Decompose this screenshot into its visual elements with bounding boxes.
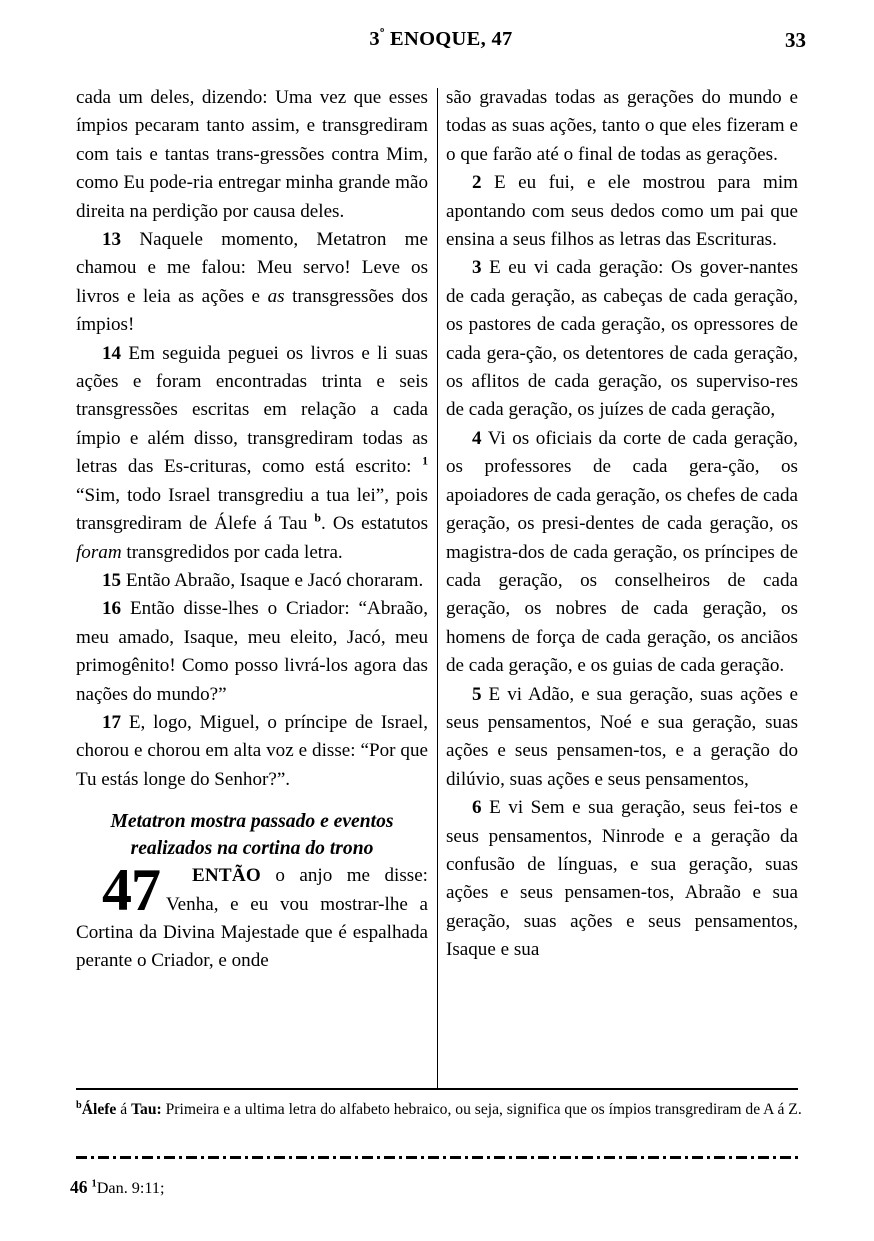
chapter-number-dropcap: 47	[102, 862, 160, 924]
footnote-marker-b[interactable]: b	[314, 510, 321, 525]
verse-number: 6	[472, 797, 482, 819]
verse-14	[76, 340, 428, 567]
verse-text-italic: as	[267, 285, 285, 307]
verse-15	[76, 567, 428, 595]
verse-text: E eu fui, e ele mostrou para mim apontando com seus dedos como um pai que ensina a seus filhos as letras das Escrituras.	[446, 172, 798, 251]
reference-text: Dan. 9:11;	[96, 1179, 165, 1197]
page-title-ordinal: º	[379, 25, 385, 41]
footnote-separator-rule	[76, 1088, 798, 1090]
page-title-book: ENOQUE, 47	[384, 28, 513, 50]
verse-number: 5	[472, 683, 482, 705]
verse-number: 13	[102, 229, 122, 251]
paragraph-text: cada um deles, dizendo: Uma vez que esses ímpios pecaram tanto assim, e transgrediram com tais e tantas trans-gressões contra Mim, como Eu pode-ria entregar minha grande mão direita na perdição por causa deles.	[76, 87, 428, 222]
verse-text: Vi os oficiais da corte de cada geração, os professores de cada gera-ção, os apoiadores de cada geração, os chefes de cada geração, os presi-dentes de cada geração, os magistra-dos de cada geração, os príncipes de cada geração, os conselheiros de cada geração, os nobres de cada geração, os homens de força de cada geração, os anciãos de cada geração, e os guias de cada geração.	[446, 427, 798, 677]
verse-2	[446, 169, 798, 254]
column-divider	[437, 88, 438, 1088]
paragraph-continued	[76, 84, 428, 226]
footnote-text: Primeira e a ultima letra do alfabeto hebraico, ou seja, significa que os ímpios transgrediram de A á Z.	[161, 1101, 802, 1118]
verse-5	[446, 681, 798, 795]
running-header	[76, 25, 806, 56]
verse-3	[446, 254, 798, 424]
page-title-number: 3	[369, 28, 380, 50]
chapter-opening-smallcaps: ENTÃO	[192, 865, 261, 887]
verse-6	[446, 794, 798, 964]
section-heading-line-1: Metatron mostra passado e eventos	[110, 811, 394, 833]
section-heading	[76, 808, 428, 862]
page-number: 33	[785, 28, 806, 52]
verse-number: 3	[472, 257, 482, 279]
verse-number: 4	[472, 427, 482, 449]
footnote-marker-1[interactable]: 1	[422, 453, 428, 468]
verse-13	[76, 226, 428, 340]
verse-text-seg4: transgredidos por cada letra.	[121, 541, 343, 563]
footnote-term-1: Álefe	[81, 1101, 117, 1118]
verse-text: E eu vi cada geração: Os gover-nantes de cada geração, as cabeças de cada geração, os pastores de cada geração, os opressores de cada gera-ção, os detentores de cada geração, os aflitos de cada geração, os superviso-res de cada geração, os juízes de cada geração,	[446, 257, 798, 421]
verse-text-seg3: . Os estatutos	[321, 513, 428, 535]
paragraph-text: são gravadas todas as gerações do mundo e todas as suas ações, tanto o que eles fizeram e o que farão até o final de todas as gerações.	[446, 87, 798, 165]
reference-page-number: 46	[70, 1177, 88, 1197]
verse-text: Então disse-lhes o Criador: “Abraão, meu amado, Isaque, meu eleito, Jacó, meu primogênito! Como posso livrá-los agora das nações do mundo?”	[76, 598, 428, 705]
verse-text-italic: foram	[76, 541, 122, 563]
footnote-block	[76, 1098, 802, 1121]
verse-number: 15	[102, 569, 122, 591]
verse-number: 16	[102, 598, 122, 620]
body-columns	[76, 84, 798, 1080]
verse-text: E vi Adão, e sua geração, suas ações e seus pensamentos, Noé e sua geração, suas ações e seus pensamen-tos, e a geração do dilúvio, suas ações e seus pensamentos,	[446, 683, 798, 790]
cross-reference-block	[70, 1176, 796, 1199]
verse-text: E vi Sem e sua geração, seus fei-tos e seus pensamentos, Ninrode e a geração da confusão de línguas, e sua geração, suas ações e seus pensamen-tos, Abraão e sua geração, suas ações e seus pensamentos, Isaque e sua	[446, 797, 798, 961]
column-right	[446, 84, 798, 965]
verse-text: E, logo, Miguel, o príncipe de Israel, chorou e chorou em alta voz e disse: “Por que Tu estás longe do Senhor?”.	[76, 711, 428, 790]
column-left	[76, 84, 428, 976]
verse-17	[76, 709, 428, 794]
verse-4	[446, 425, 798, 681]
verse-text: Então Abraão, Isaque e Jacó choraram.	[121, 569, 424, 591]
section-heading-line-2: realizados na cortina do trono	[130, 838, 374, 860]
verse-number: 14	[102, 342, 122, 364]
verse-text-seg1: Em seguida peguei os livros e li suas ações e foram encontradas trinta e seis transgressões escritas em relação a cada ímpio e além disso, transgrediram todas as letras das Es-crituras, como está escrito:	[76, 342, 428, 478]
verse-16	[76, 595, 428, 709]
footnote-term-separator: á	[116, 1101, 132, 1118]
page-title	[76, 25, 806, 51]
dash-dot-separator-rule	[76, 1156, 798, 1159]
verse-number: 2	[472, 172, 482, 194]
verse-text-part2: transgressões dos ímpios!	[76, 285, 428, 336]
footnote-term-2: Tau:	[131, 1101, 162, 1118]
chapter-opening-paragraph	[76, 862, 428, 976]
paragraph-continued	[446, 84, 798, 169]
footnote-label-b: b	[76, 1099, 82, 1111]
verse-text-seg2: “Sim, todo Israel transgrediu a tua lei”, pois transgrediram de Álefe á Tau	[76, 484, 428, 535]
verse-text-part1: Naquele momento, Metatron me chamou e me falou: Meu servo! Leve os livros e leia as ações e	[76, 229, 428, 307]
reference-marker: 1	[91, 1178, 97, 1190]
verse-number: 17	[102, 711, 122, 733]
chapter-opening-text: o anjo me disse: Venha, e eu vou mostrar-lhe a Cortina da Divina Majestade que é espalhada perante o Criador, e onde	[76, 865, 428, 972]
